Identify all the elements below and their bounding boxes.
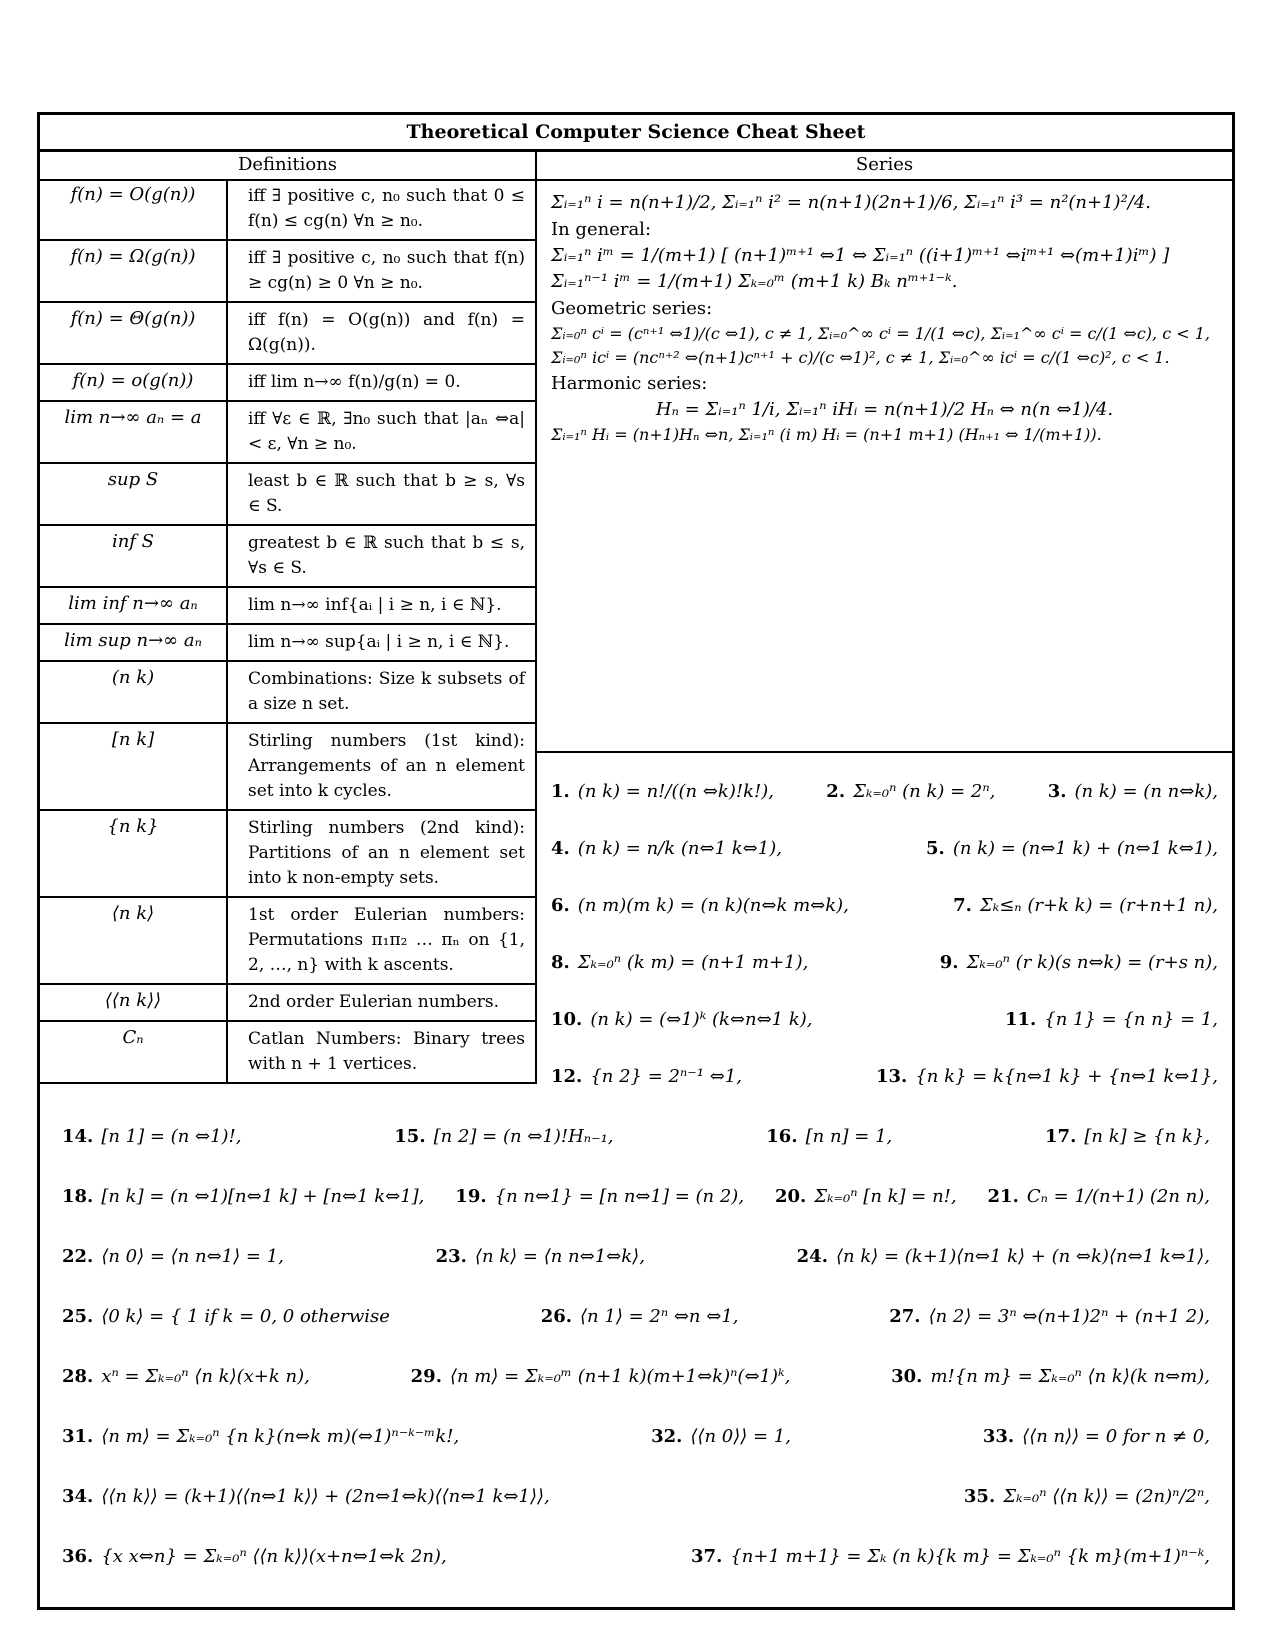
definition-description: Stirling numbers (2nd kind): Partitions of an n element set into k non-empty sets. — [248, 818, 525, 888]
series-label: Geometric series: — [551, 298, 713, 319]
identity-number: 15. — [394, 1125, 426, 1147]
identity-number: 20. — [774, 1185, 807, 1207]
definition-term: lim n→∞ aₙ = a — [40, 402, 228, 462]
identity-number: 23. — [435, 1245, 467, 1267]
definition-term: ⟨n k⟩ — [40, 898, 228, 983]
identity-item — [62, 1306, 390, 1327]
identity-item — [455, 1186, 744, 1207]
identity-number: 13. — [876, 1066, 908, 1087]
definition-description: 1st order Eulerian numbers: Permutations π₁π₂ … πₙ on {1, 2, …, n} with k ascents. — [248, 905, 525, 975]
identities-right — [537, 755, 1232, 1100]
definition-row — [40, 303, 535, 365]
definitions-header: Definitions — [40, 149, 537, 181]
identity-item — [62, 1126, 242, 1147]
series-header: Series — [537, 149, 1232, 181]
series-label: In general: — [551, 219, 652, 240]
identity-item — [1048, 781, 1218, 802]
identity-number: 5. — [926, 838, 945, 859]
series-line: Σᵢ₌₀ⁿ cⁱ = (cⁿ⁺¹ ⇔1)/(c ⇔1), c ≠ 1, Σᵢ₌₀^∞ cⁱ = 1/(1 ⇔c), Σᵢ₌₁^∞ cⁱ = c/(1 ⇔c), c < 1, — [551, 324, 1210, 343]
identity-row — [62, 1526, 1210, 1586]
identity-formula: {n 2} = 2ⁿ⁻¹ ⇔1, — [590, 1066, 742, 1087]
definition-term: ⟨⟨n k⟩⟩ — [40, 985, 228, 1020]
identity-number: 18. — [62, 1185, 94, 1207]
definition-row — [40, 1022, 535, 1082]
identity-formula: ⟨n k⟩ = ⟨n n⇔1⇔k⟩, — [474, 1245, 645, 1267]
identity-formula: Cₙ = 1/(n+1) (2n n), — [1026, 1185, 1210, 1207]
series-label: Harmonic series: — [551, 373, 708, 394]
identity-number: 37. — [691, 1545, 723, 1567]
identity-formula: ⟨n 1⟩ = 2ⁿ ⇔n ⇔1, — [580, 1305, 739, 1327]
definition-description: iff lim n→∞ f(n)/g(n) = 0. — [248, 372, 461, 392]
identity-number: 34. — [62, 1485, 94, 1507]
identity-formula: [n 2] = (n ⇔1)!Hₙ₋₁, — [433, 1125, 614, 1147]
identity-item — [551, 781, 774, 802]
identity-number: 16. — [766, 1125, 798, 1147]
definition-row — [40, 464, 535, 526]
definition-term: {n k} — [40, 811, 228, 896]
definition-term: f(n) = Ω(g(n)) — [40, 241, 228, 301]
identity-number: 24. — [796, 1245, 828, 1267]
identity-item — [891, 1366, 1210, 1387]
identity-row — [551, 934, 1218, 991]
identity-number: 35. — [963, 1485, 996, 1507]
definition-term: sup S — [40, 464, 228, 524]
identity-row — [551, 820, 1218, 877]
identity-formula: [n n] = 1, — [805, 1125, 893, 1147]
identity-formula: {n n⇔1} = [n n⇔1] = (n 2), — [494, 1185, 745, 1207]
identity-formula: Σₖ₌₀ⁿ [n k] = n!, — [814, 1185, 957, 1207]
identity-formula: {n 1} = {n n} = 1, — [1044, 1009, 1218, 1030]
identity-formula: {n+1 m+1} = Σₖ (n k){k m} = Σₖ₌₀ⁿ {k m}(m+1)ⁿ⁻ᵏ, — [730, 1545, 1210, 1567]
identity-row — [62, 1406, 1210, 1466]
identity-item — [876, 1066, 1218, 1087]
identity-item — [62, 1546, 447, 1567]
identity-formula: ⟨⟨n 0⟩⟩ = 1, — [690, 1425, 791, 1447]
identity-item — [551, 838, 782, 859]
identity-item — [394, 1126, 613, 1147]
page-title: Theoretical Computer Science Cheat Sheet — [40, 115, 1232, 152]
series-line: Σᵢ₌₁ⁿ⁻¹ iᵐ = 1/(m+1) Σₖ₌₀ᵐ (m+1 k) Bₖ nᵐ⁺¹⁻ᵏ. — [551, 271, 958, 292]
identity-item — [411, 1366, 791, 1387]
identity-item — [953, 895, 1218, 916]
identity-number: 28. — [62, 1365, 94, 1387]
definition-description: iff ∀ε ∈ ℝ, ∃n₀ such that |aₙ ⇔a| < ε, ∀n ≥ n₀. — [248, 409, 525, 454]
identity-formula: (n k) = (n n⇔k), — [1074, 781, 1218, 802]
identity-formula: Σₖ₌₀ⁿ ⟨⟨n k⟩⟩ = (2n)ⁿ/2ⁿ, — [1003, 1485, 1210, 1507]
identity-number: 22. — [62, 1245, 94, 1267]
identity-number: 25. — [62, 1305, 94, 1327]
identity-item — [826, 781, 995, 802]
identity-formula: ⟨0 k⟩ = { 1 if k = 0, 0 otherwise — [101, 1305, 390, 1327]
definition-description: least b ∈ ℝ such that b ≥ s, ∀s ∈ S. — [248, 471, 525, 516]
definition-description: Catlan Numbers: Binary trees with n + 1 vertices. — [248, 1029, 525, 1074]
definition-row — [40, 662, 535, 724]
identity-number: 36. — [62, 1545, 94, 1567]
identity-number: 12. — [551, 1066, 583, 1087]
identity-item — [62, 1186, 424, 1207]
identity-formula: Σₖ₌₀ⁿ (k m) = (n+1 m+1), — [577, 952, 809, 973]
identity-item — [691, 1546, 1210, 1567]
series-line: Σᵢ₌₀ⁿ icⁱ = (ncⁿ⁺² ⇔(n+1)cⁿ⁺¹ + c)/(c ⇔1)², c ≠ 1, Σᵢ₌₀^∞ icⁱ = c/(1 ⇔c)², c < 1. — [551, 348, 1170, 367]
definition-row — [40, 588, 535, 625]
definition-row — [40, 526, 535, 588]
identity-number: 31. — [62, 1425, 94, 1447]
identity-number: 7. — [953, 895, 972, 916]
definition-description: iff f(n) = O(g(n)) and f(n) = Ω(g(n)). — [248, 310, 525, 355]
definition-description: greatest b ∈ ℝ such that b ≤ s, ∀s ∈ S. — [248, 533, 525, 578]
identity-number: 19. — [455, 1185, 487, 1207]
definitions-table — [40, 179, 537, 1084]
identity-item — [62, 1246, 284, 1267]
identity-formula: ⟨n k⟩ = (k+1)⟨n⇔1 k⟩ + (n ⇔k)⟨n⇔1 k⇔1⟩, — [835, 1245, 1210, 1267]
identity-number: 14. — [62, 1125, 94, 1147]
identity-formula: Σₖ≤ₙ (r+k k) = (r+n+1 n), — [979, 895, 1218, 916]
definition-term: [n k] — [40, 724, 228, 809]
identity-number: 8. — [551, 952, 570, 973]
definition-row — [40, 724, 535, 811]
identity-item — [988, 1186, 1210, 1207]
identity-item — [775, 1186, 957, 1207]
identity-number: 3. — [1047, 781, 1067, 802]
identity-formula: ⟨⟨n k⟩⟩ = (k+1)⟨⟨n⇔1 k⟩⟩ + (2n⇔1⇔k)⟨⟨n⇔1 k⇔1⟩⟩, — [101, 1485, 550, 1507]
identity-item — [62, 1366, 310, 1387]
definition-term: (n k) — [40, 662, 228, 722]
definition-description: 2nd order Eulerian numbers. — [248, 992, 500, 1012]
definition-row — [40, 402, 535, 464]
identity-formula: [n 1] = (n ⇔1)!, — [101, 1125, 242, 1147]
definition-term: f(n) = o(g(n)) — [40, 365, 228, 400]
definition-row — [40, 811, 535, 898]
identity-formula: Σₖ₌₀ⁿ (n k) = 2ⁿ, — [853, 781, 996, 802]
series-line: Σᵢ₌₁ⁿ i = n(n+1)/2, Σᵢ₌₁ⁿ i² = n(n+1)(2n+1)/6, Σᵢ₌₁ⁿ i³ = n²(n+1)²/4. — [551, 192, 1152, 213]
identity-number: 27. — [889, 1305, 921, 1327]
identity-item — [541, 1306, 739, 1327]
identity-row — [62, 1286, 1210, 1346]
identity-item — [797, 1246, 1210, 1267]
identity-formula: (n k) = n!/((n ⇔k)!k!), — [577, 781, 774, 802]
identity-item — [940, 952, 1218, 973]
definition-description: lim n→∞ sup{aᵢ | i ≥ n, i ∈ ℕ}. — [248, 632, 510, 652]
definition-row — [40, 241, 535, 303]
definition-row — [40, 898, 535, 985]
identity-number: 32. — [651, 1425, 683, 1447]
identity-item — [551, 1066, 742, 1087]
identity-number: 21. — [987, 1185, 1019, 1207]
identity-formula: xⁿ = Σₖ₌₀ⁿ ⟨n k⟩(x+k n), — [101, 1365, 310, 1387]
identity-number: 17. — [1045, 1125, 1077, 1147]
identity-number: 6. — [551, 895, 570, 916]
identity-number: 2. — [826, 781, 846, 802]
identity-item — [926, 838, 1218, 859]
identity-item — [1005, 1009, 1218, 1030]
identity-formula: ⟨n 0⟩ = ⟨n n⇔1⟩ = 1, — [101, 1245, 284, 1267]
identity-formula: {n k} = k{n⇔1 k} + {n⇔1 k⇔1}, — [915, 1066, 1218, 1087]
identity-item — [1045, 1126, 1210, 1147]
cheat-sheet — [37, 112, 1235, 1610]
identity-item — [551, 895, 849, 916]
definition-term: lim sup n→∞ aₙ — [40, 625, 228, 660]
series-section — [537, 179, 1232, 753]
definition-term: f(n) = Θ(g(n)) — [40, 303, 228, 363]
identity-row — [62, 1226, 1210, 1286]
definition-term: lim inf n→∞ aₙ — [40, 588, 228, 623]
identity-number: 30. — [891, 1365, 923, 1387]
identity-formula: ⟨n m⟩ = Σₖ₌₀ⁿ {n k}(n⇔k m)(⇔1)ⁿ⁻ᵏ⁻ᵐk!, — [101, 1425, 460, 1447]
series-line: Hₙ = Σᵢ₌₁ⁿ 1/i, Σᵢ₌₁ⁿ iHᵢ = n(n+1)/2 Hₙ ⇔ n(n ⇔1)/4. — [655, 399, 1114, 420]
definition-term: inf S — [40, 526, 228, 586]
identity-item — [766, 1126, 892, 1147]
identity-item — [62, 1426, 459, 1447]
identity-number: 10. — [551, 1009, 583, 1030]
identity-formula: (n k) = n/k (n⇔1 k⇔1), — [577, 838, 782, 859]
identity-formula: m!{n m} = Σₖ₌₀ⁿ ⟨n k⟩(k n⇔m), — [930, 1365, 1210, 1387]
definition-row — [40, 985, 535, 1022]
identity-item — [889, 1306, 1210, 1327]
identity-formula: ⟨⟨n n⟩⟩ = 0 for n ≠ 0, — [1022, 1425, 1210, 1447]
identity-number: 4. — [551, 838, 570, 859]
identity-item — [551, 952, 808, 973]
identity-row — [62, 1106, 1210, 1166]
definition-term: Cₙ — [40, 1022, 228, 1082]
identity-row — [62, 1466, 1210, 1526]
identity-row — [62, 1166, 1210, 1226]
identity-row — [551, 1048, 1218, 1105]
identity-formula: ⟨n 2⟩ = 3ⁿ ⇔(n+1)2ⁿ + (n+1 2), — [928, 1305, 1210, 1327]
identity-item — [983, 1426, 1210, 1447]
definition-row — [40, 365, 535, 402]
identity-formula: {x x⇔n} = Σₖ₌₀ⁿ ⟨⟨n k⟩⟩(x+n⇔1⇔k 2n), — [101, 1545, 447, 1567]
identity-item — [436, 1246, 645, 1267]
identity-item — [551, 1009, 813, 1030]
identity-item — [964, 1486, 1210, 1507]
definition-description: iff ∃ positive c, n₀ such that f(n) ≥ cg(n) ≥ 0 ∀n ≥ n₀. — [248, 248, 525, 293]
identities-bottom — [40, 1100, 1232, 1607]
definition-description: Combinations: Size k subsets of a size n set. — [248, 669, 525, 714]
identity-formula: [n k] = (n ⇔1)[n⇔1 k] + [n⇔1 k⇔1], — [101, 1185, 425, 1207]
identity-number: 26. — [540, 1305, 573, 1327]
identity-number: 11. — [1004, 1009, 1037, 1030]
definition-row — [40, 179, 535, 241]
identity-formula: (n k) = (⇔1)ᵏ (k⇔n⇔1 k), — [590, 1009, 813, 1030]
definition-description: Stirling numbers (1st kind): Arrangements of an n element set into k cycles. — [248, 731, 525, 801]
definition-term: f(n) = O(g(n)) — [40, 179, 228, 239]
definition-row — [40, 625, 535, 662]
series-line: Σᵢ₌₁ⁿ Hᵢ = (n+1)Hₙ ⇔n, Σᵢ₌₁ⁿ (i m) Hᵢ = (n+1 m+1) (Hₙ₊₁ ⇔ 1/(m+1)). — [551, 425, 1102, 444]
identity-formula: (n k) = (n⇔1 k) + (n⇔1 k⇔1), — [952, 838, 1218, 859]
identity-row — [62, 1346, 1210, 1406]
identity-formula: [n k] ≥ {n k}, — [1084, 1125, 1210, 1147]
definition-description: iff ∃ positive c, n₀ such that 0 ≤ f(n) ≤ cg(n) ∀n ≥ n₀. — [248, 186, 525, 231]
identity-formula: ⟨n m⟩ = Σₖ₌₀ᵐ (n+1 k)(m+1⇔k)ⁿ(⇔1)ᵏ, — [449, 1365, 791, 1387]
identity-row — [551, 763, 1218, 820]
identity-number: 33. — [982, 1425, 1015, 1447]
identity-number: 29. — [410, 1365, 442, 1387]
identity-formula: (n m)(m k) = (n k)(n⇔k m⇔k), — [577, 895, 849, 916]
identity-item — [62, 1486, 550, 1507]
identity-row — [551, 991, 1218, 1048]
identity-item — [651, 1426, 791, 1447]
definition-description: lim n→∞ inf{aᵢ | i ≥ n, i ∈ ℕ}. — [248, 595, 502, 615]
identity-formula: Σₖ₌₀ⁿ (r k)(s n⇔k) = (r+s n), — [966, 952, 1218, 973]
series-line: Σᵢ₌₁ⁿ iᵐ = 1/(m+1) [ (n+1)ᵐ⁺¹ ⇔1 ⇔ Σᵢ₌₁ⁿ ((i+1)ᵐ⁺¹ ⇔iᵐ⁺¹ ⇔(m+1)iᵐ) ] — [551, 245, 1170, 266]
identity-number: 1. — [551, 781, 570, 802]
identity-number: 9. — [939, 952, 959, 973]
identity-row — [551, 877, 1218, 934]
